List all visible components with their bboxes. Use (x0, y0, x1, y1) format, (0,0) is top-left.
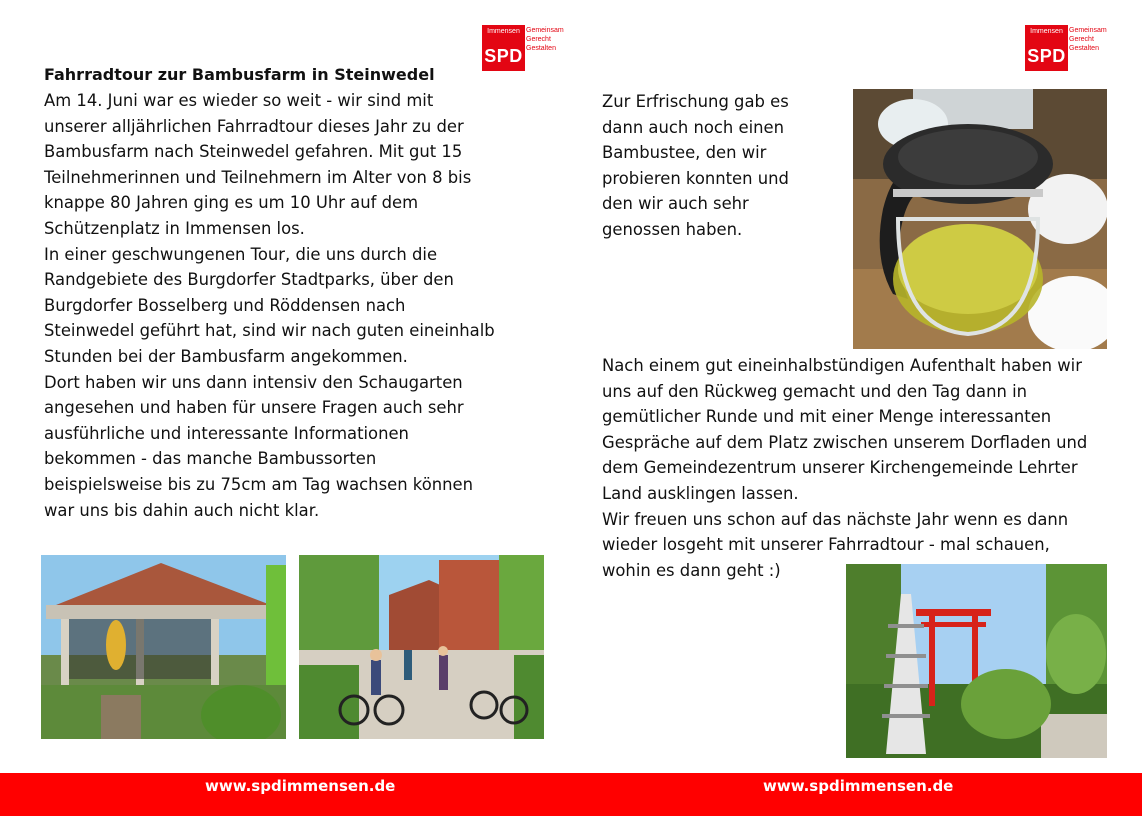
text-line: Dort haben wir uns dann intensiv den Schaugarten (44, 372, 463, 392)
logo-town: Immensen (1030, 28, 1063, 35)
text-line: dem Gemeindezentrum unserer Kirchengemeinde Lehrter (602, 458, 1078, 478)
spd-logo-left (482, 25, 564, 73)
logo-claim: Gerecht (526, 36, 551, 43)
text-line: gemütlicher Runde und mit einer Menge interessanten (602, 407, 1052, 427)
teapot-photo (853, 89, 1107, 349)
text-line: dann auch noch einen (602, 117, 785, 137)
text-line: Am 14. Juni war es wieder so weit - wir sind mit (44, 91, 434, 110)
footer-bar (0, 773, 1142, 816)
spd-logo-right (1025, 25, 1107, 73)
pavilion-photo (41, 555, 286, 739)
text-line: Wir freuen uns schon auf das nächste Jahr wenn es dann (602, 509, 1069, 529)
text-line: uns auf den Rückweg gemacht und den Tag dann in (602, 381, 1028, 401)
text-line: knappe 80 Jahren ging es um 10 Uhr auf dem (44, 193, 419, 213)
text-line: ausführliche und interessante Informationen (44, 423, 409, 443)
logo-town: Immensen (487, 28, 520, 35)
text-line: In einer geschwungenen Tour, die uns durch die (44, 244, 438, 264)
torii-garden-photo (846, 564, 1107, 758)
text-line: wohin es dann geht :) (602, 560, 781, 580)
article-title: Fahrradtour zur Bambusfarm in Steinwedel (44, 65, 435, 84)
article-body-left (44, 88, 534, 523)
text-line: Bambustee, den wir (602, 143, 767, 163)
text-line: Randgebiete des Burgdorfer Stadtparks, über den (44, 270, 454, 290)
text-line: Bambusfarm nach Steinwedel gefahren. Mit gut 15 (44, 142, 463, 162)
logo-claim: Gemeinsam (1069, 27, 1107, 34)
bikes-photo (299, 555, 544, 739)
logo-claim: Gestalten (1069, 45, 1099, 52)
logo-claim: Gestalten (526, 45, 556, 52)
text-line: war uns bis dahin auch nicht klar. (44, 500, 320, 520)
text-line: Schützenplatz in Immensen los. (44, 218, 305, 238)
text-line: beispielsweise bis zu 75cm am Tag wachsen können (44, 474, 473, 494)
logo-party: SPD (484, 46, 523, 66)
text-line: Teilnehmerinnen und Teilnehmern im Alter von 8 bis (44, 167, 472, 187)
tea-text (602, 89, 842, 243)
text-line: den wir auch sehr (602, 194, 749, 214)
text-line: genossen haben. (602, 219, 743, 239)
text-line: bekommen - das manche Bambussorten (44, 449, 377, 469)
logo-claim: Gerecht (1069, 36, 1094, 43)
text-line: Stunden bei der Bambusfarm angekommen. (44, 346, 408, 366)
text-line: Steinwedel geführt hat, sind wir nach guten eineinhalb (44, 321, 495, 341)
text-line: angesehen und haben für unsere Fragen auch sehr (44, 398, 464, 418)
text-line: Burgdorfer Bosselberg und Röddensen nach (44, 295, 406, 315)
text-line: Zur Erfrischung gab es (602, 92, 789, 111)
logo-claims (526, 26, 564, 53)
text-line: probieren konnten und (602, 168, 789, 188)
text-line: wieder losgeht mit unserer Fahrradtour - mal schauen, (602, 535, 1050, 555)
logo-claims (1069, 26, 1107, 53)
text-line: Gespräche auf dem Platz zwischen unserem Dorfladen und (602, 432, 1088, 452)
logo-party: SPD (1027, 46, 1066, 66)
footer-url-left[interactable]: www.spdimmensen.de (205, 777, 396, 795)
logo-claim: Gemeinsam (526, 27, 564, 34)
footer-url-right[interactable]: www.spdimmensen.de (763, 777, 954, 795)
closing-text (602, 353, 1132, 583)
text-line: Land ausklingen lassen. (602, 483, 799, 503)
text-line: Nach einem gut eineinhalbstündigen Aufenthalt haben wir (602, 356, 1082, 375)
text-line: unserer alljährlichen Fahrradtour dieses Jahr zu der (44, 116, 464, 136)
